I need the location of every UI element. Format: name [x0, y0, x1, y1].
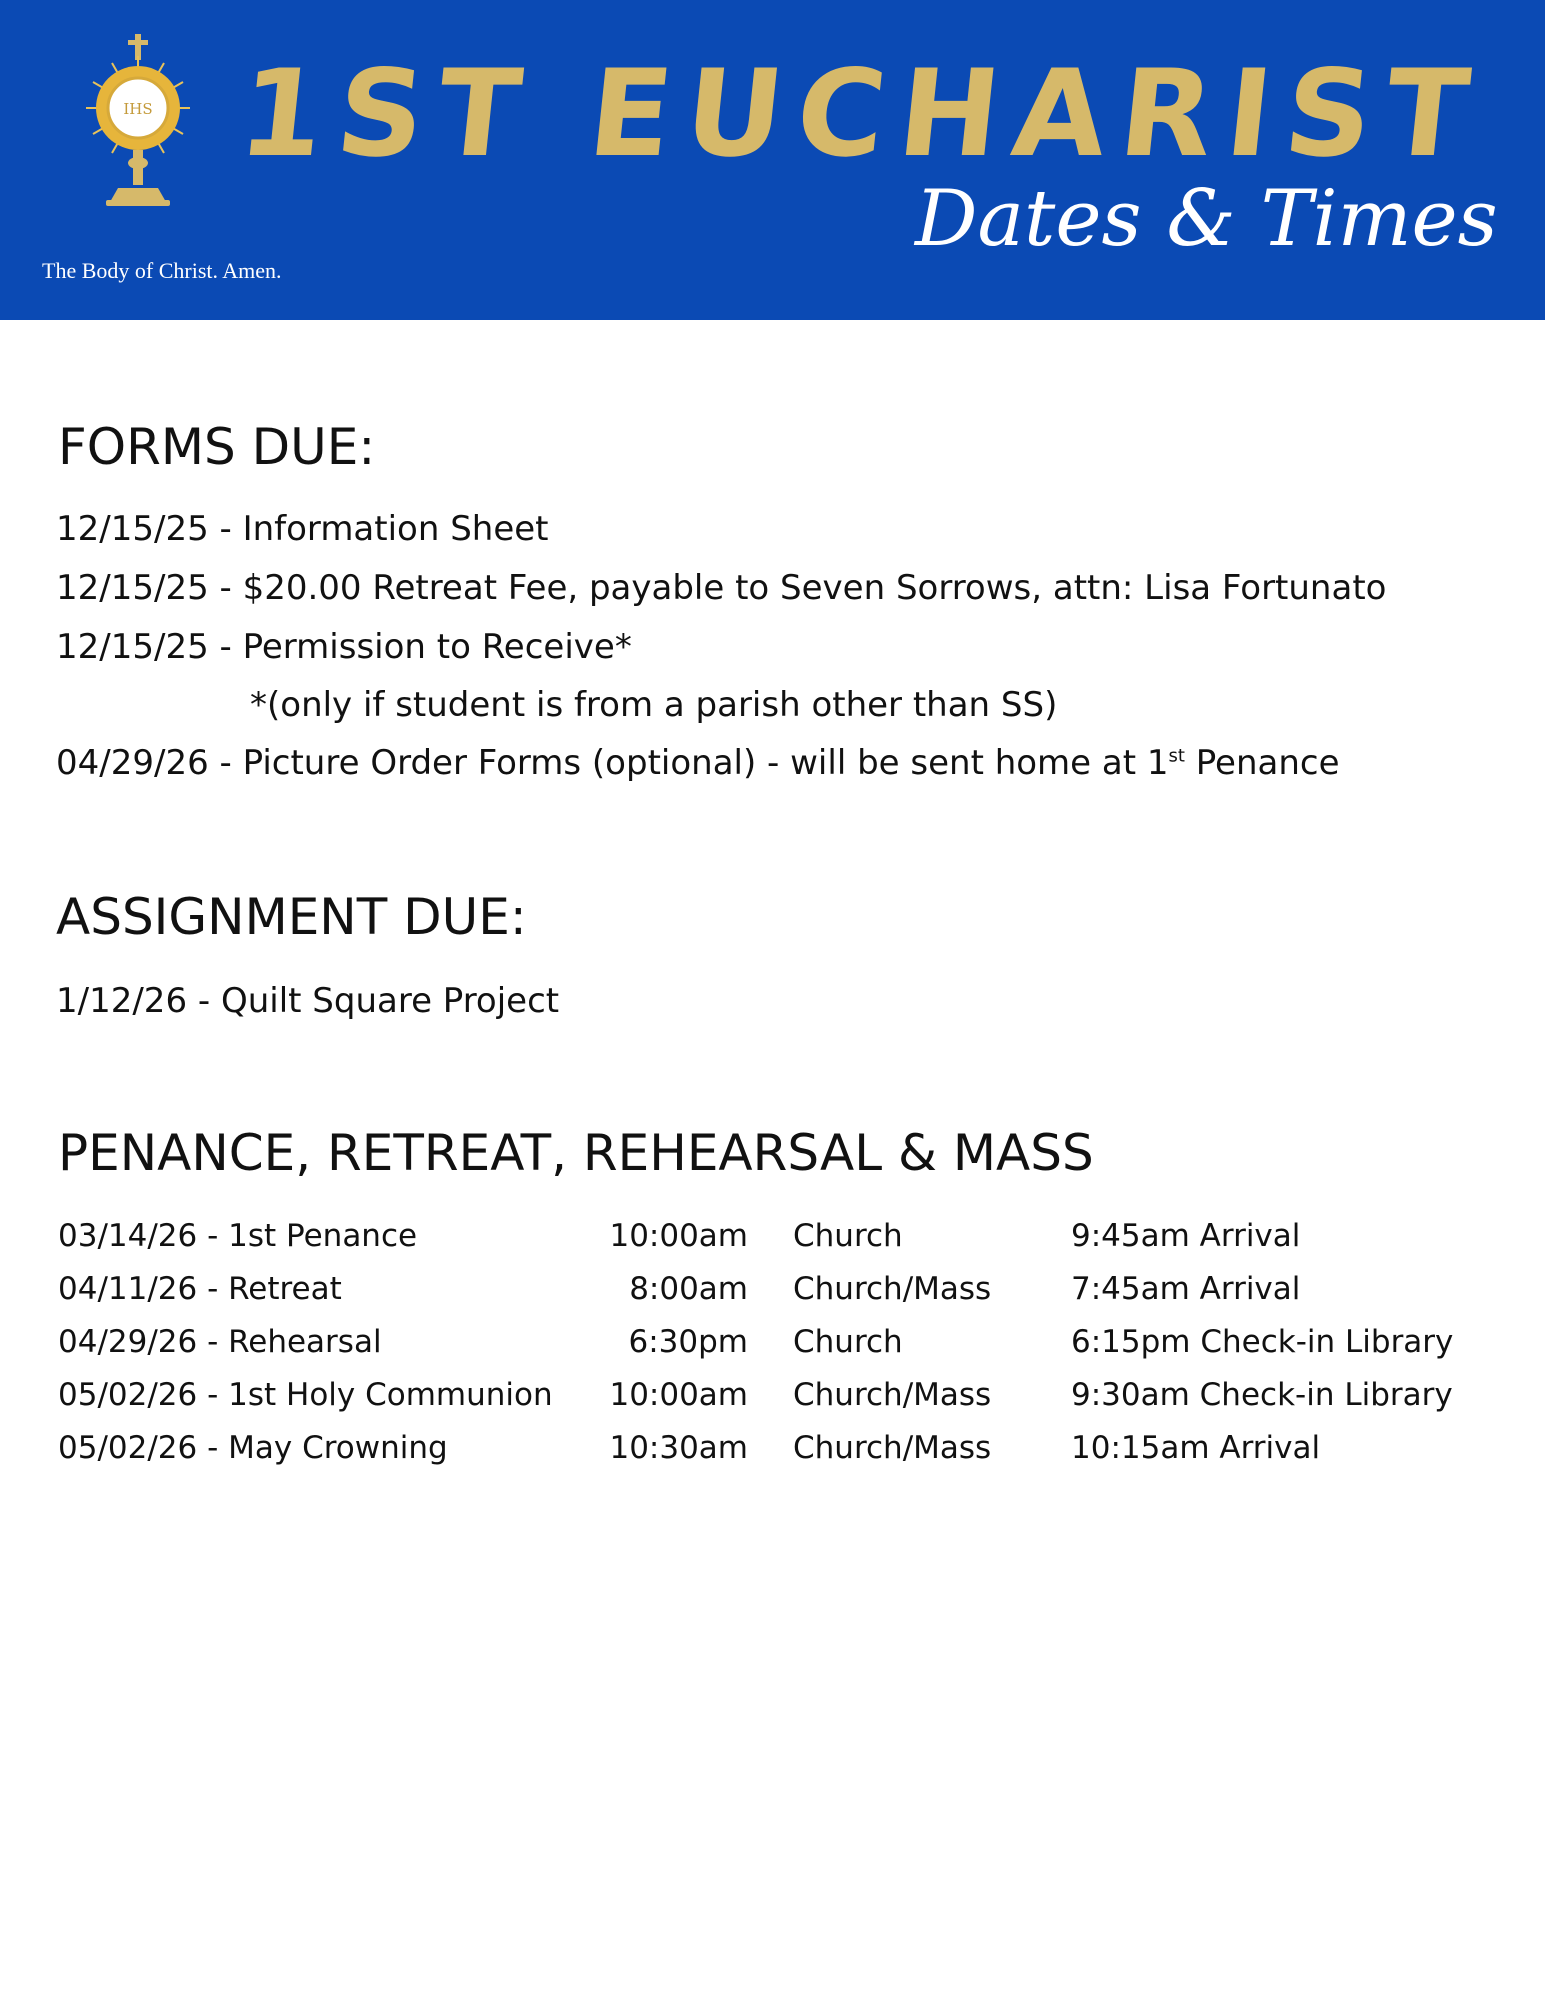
ordinal-suffix: st: [1168, 745, 1185, 767]
assignment-due-heading: ASSIGNMENT DUE:: [56, 888, 527, 946]
tagline: The Body of Christ. Amen.: [42, 258, 282, 283]
ihs-emblem-text: IHS: [123, 100, 153, 118]
schedule-event: 04/11/26 - Retreat: [58, 1271, 342, 1307]
header-banner: [0, 0, 1545, 320]
schedule-row: [58, 1430, 1498, 1470]
forms-item-permission-note: *(only if student is from a parish other than SS): [250, 685, 1058, 725]
schedule-event: 03/14/26 - 1st Penance: [58, 1218, 418, 1254]
schedule-arrival: 9:45am Arrival: [1071, 1218, 1301, 1254]
forms-item-information-sheet: 12/15/25 - Information Sheet: [56, 509, 549, 549]
schedule-arrival: 6:15pm Check-in Library: [1071, 1324, 1454, 1360]
forms-item-picture-order: [56, 743, 1340, 783]
schedule-row: [58, 1377, 1498, 1417]
schedule-arrival: 9:30am Check-in Library: [1071, 1377, 1453, 1413]
monstrance-icon: [78, 30, 198, 210]
schedule-arrival: 10:15am Arrival: [1071, 1430, 1321, 1466]
schedule-heading: PENANCE, RETREAT, REHEARSAL & MASS: [58, 1124, 1094, 1182]
schedule-place: Church/Mass: [793, 1377, 992, 1413]
schedule-event: 05/02/26 - May Crowning: [58, 1430, 448, 1466]
schedule-time: 8:00am: [629, 1271, 748, 1307]
schedule-arrival: 7:45am Arrival: [1071, 1271, 1301, 1307]
schedule-row: [58, 1271, 1498, 1311]
schedule-place: Church: [793, 1218, 903, 1254]
schedule-time: 10:00am: [609, 1377, 748, 1413]
page-title: 1ST EUCHARIST: [232, 45, 1490, 184]
assignment-item-quilt: 1/12/26 - Quilt Square Project: [56, 981, 560, 1021]
forms-item-retreat-fee: 12/15/25 - $20.00 Retreat Fee, payable to Seven Sorrows, attn: Lisa Fortunato: [56, 568, 1387, 608]
schedule-time: 6:30pm: [628, 1324, 748, 1360]
schedule-row: [58, 1324, 1498, 1364]
page-subtitle: Dates & Times: [915, 174, 1498, 264]
schedule-place: Church/Mass: [793, 1271, 992, 1307]
picture-order-suffix: Penance: [1184, 743, 1340, 783]
schedule-event: 04/29/26 - Rehearsal: [58, 1324, 382, 1360]
schedule-place: Church: [793, 1324, 903, 1360]
forms-item-permission: 12/15/25 - Permission to Receive*: [56, 627, 632, 667]
schedule-time: 10:00am: [609, 1218, 748, 1254]
forms-due-heading: FORMS DUE:: [58, 418, 376, 476]
picture-order-text: 04/29/26 - Picture Order Forms (optional) - will be sent home at 1: [56, 743, 1169, 783]
schedule-time: 10:30am: [609, 1430, 748, 1466]
schedule-event: 05/02/26 - 1st Holy Communion: [58, 1377, 553, 1413]
schedule-place: Church/Mass: [793, 1430, 992, 1466]
schedule-row: [58, 1218, 1498, 1258]
